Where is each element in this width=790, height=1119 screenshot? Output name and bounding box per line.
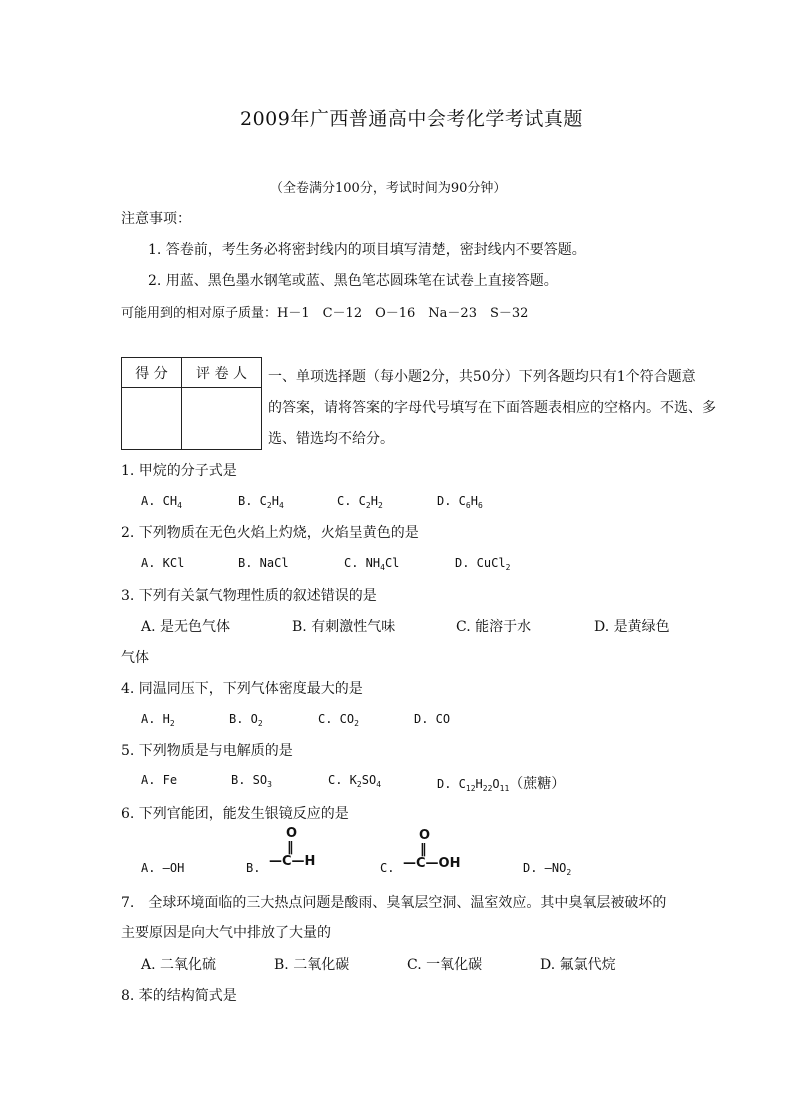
question-1-option-a: A. $CH_4$ (141, 494, 182, 510)
aldehyde-double-bond: ‖ (287, 840, 294, 855)
question-7-stem-line1: 7. 全球环境面临的三大热点问题是酸雨、臭氧层空洞、温室效应。其中臭氧层被破坏的 (121, 895, 667, 911)
exam-subtitle: （全卷满分100分，考试时间为90分钟） (270, 181, 507, 196)
question-4-option-d: D. CO (414, 712, 451, 726)
section1-line2: 的答案，请将答案的字母代号填写在下面答题表相应的空格内。不选、多 (268, 400, 716, 416)
question-6-stem: 6. 下列官能团，能发生银镜反应的是 (121, 806, 349, 822)
question-5-stem: 5. 下列物质是与电解质的是 (121, 743, 293, 759)
question-2-option-b: B. NaCl (238, 556, 289, 570)
question-7-stem-line2: 主要原因是向大气中排放了大量的 (121, 925, 331, 941)
atomic-masses: 可能用到的相对原子质量：H－1 C－12 O－16 Na－23 S－32 (121, 306, 529, 321)
question-7-option-c: C. 一氧化碳 (407, 957, 483, 973)
question-7-option-d: D. 氟氯代烷 (540, 957, 616, 973)
question-2-option-a: A. KCl (141, 556, 185, 570)
aldehyde-group: —C—H (269, 854, 316, 869)
score-header: 得 分 (122, 358, 182, 388)
aldehyde-oxygen: O (286, 826, 298, 841)
question-1-option-d: D. $C_6H_6$ (437, 494, 483, 510)
question-6-option-d: D. $—NO_2$ (523, 861, 572, 877)
question-7-option-b: B. 二氧化碳 (274, 957, 350, 973)
question-3-option-b: B. 有刺激性气味 (292, 619, 396, 635)
section1-line1: 一、单项选择题（每小题2分，共50分）下列各题均只有1个符合题意 (268, 369, 696, 385)
question-4-option-a: A. $H_2$ (141, 712, 175, 728)
grader-cell[interactable] (182, 388, 262, 450)
question-6-option-c-label: C. (380, 861, 395, 875)
notes-heading: 注意事项： (121, 211, 191, 227)
page-title: 2009年广西普通高中会考化学考试真题 (240, 108, 583, 130)
question-2-stem: 2. 下列物质在无色火焰上灼烧，火焰呈黄色的是 (121, 525, 419, 541)
question-6-option-a: A. —OH (141, 861, 185, 875)
question-4-stem: 4. 同温同压下，下列气体密度最大的是 (121, 681, 363, 697)
question-5-option-a: A. Fe (141, 773, 178, 787)
grader-header: 评 卷 人 (182, 358, 262, 388)
score-table (121, 357, 262, 450)
question-2-option-c: C. $NH_4Cl$ (344, 556, 400, 572)
question-7-option-a: A. 二氧化硫 (141, 957, 217, 973)
section1-line3: 选、错选均不给分。 (268, 431, 394, 447)
question-3-stem: 3. 下列有关氯气物理性质的叙述错误的是 (121, 588, 377, 604)
question-1-option-c: C. $C_2H_2$ (337, 494, 383, 510)
question-3-option-d-wrap: 气体 (121, 650, 149, 666)
carboxyl-group: —C—OH (403, 856, 461, 871)
question-1-stem: 1. 甲烷的分子式是 (121, 463, 237, 479)
question-3-option-a: A. 是无色气体 (141, 619, 231, 635)
question-5-option-d: D. $C_{12}H_{22}O_{11}$（蔗糖） (437, 776, 566, 793)
question-5-option-b: B. $SO_3$ (231, 773, 272, 789)
score-cell[interactable] (122, 388, 182, 450)
question-5-option-c: C. $K_2SO_4$ (328, 773, 382, 789)
question-4-option-b: B. $O_2$ (229, 712, 263, 728)
note-item-2: 2. 用蓝、黑色墨水钢笔或蓝、黑色笔芯圆珠笔在试卷上直接答题。 (148, 273, 558, 289)
question-3-option-d: D. 是黄绿色 (594, 619, 670, 635)
question-1-option-b: B. $C_2H_4$ (238, 494, 284, 510)
question-3-option-c: C. 能溶于水 (456, 619, 532, 635)
carboxyl-double-bond: ‖ (420, 842, 427, 857)
carboxyl-oxygen: O (419, 828, 431, 843)
note-item-1: 1. 答卷前，考生务必将密封线内的项目填写清楚，密封线内不要答题。 (148, 242, 586, 258)
question-4-option-c: C. $CO_2$ (318, 712, 359, 728)
question-8-stem: 8. 苯的结构简式是 (121, 988, 237, 1004)
question-6-option-b-label: B. (246, 861, 261, 875)
question-2-option-d: D. CuCl$_2$ (455, 556, 511, 572)
